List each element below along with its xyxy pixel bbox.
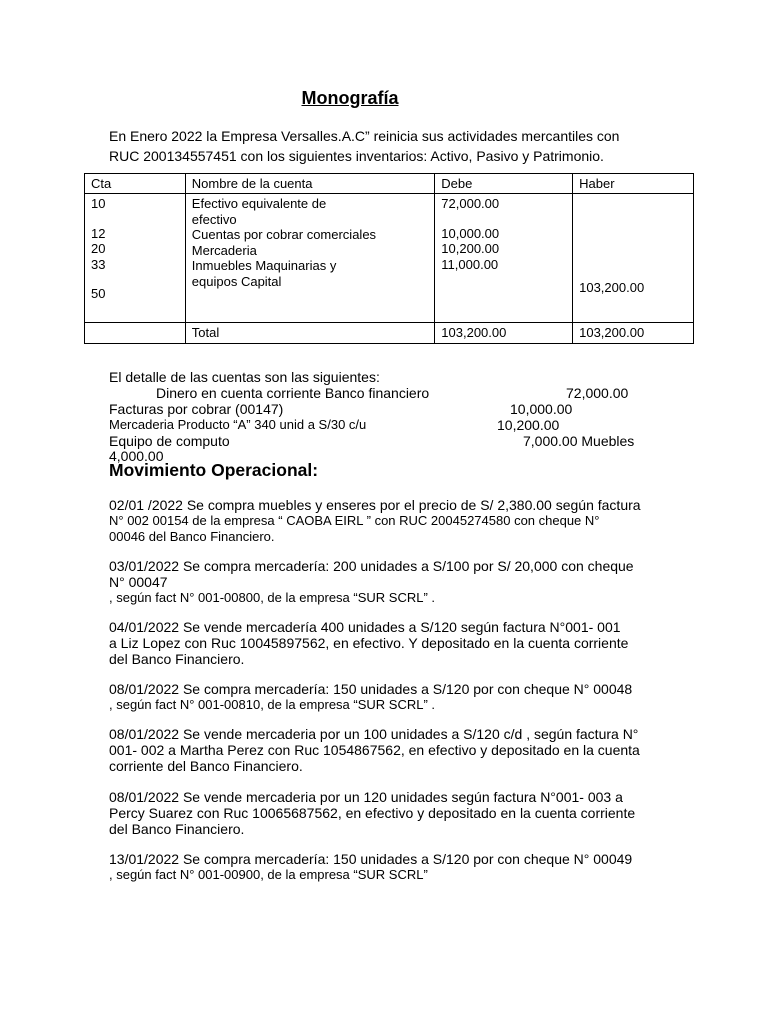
total-label: Total [185,323,435,344]
movimiento-item: 13/01/2022 Se compra mercadería: 150 unidades a S/120 por con cheque N° 00049 , según fact N° 001-00900, de la empresa “SUR SCRL” [109,851,633,882]
cta-50: 50 [91,286,106,301]
nombre-mercaderia: Mercaderia [191,242,257,258]
total-haber: 103,200.00 [573,323,694,344]
debe-33: 11,000.00 [441,256,499,272]
debe-20: 10,200.00 [441,241,500,256]
movimiento-item: 08/01/2022 Se compra mercadería: 150 unidades a S/120 por con cheque N° 00048 , según fact N° 001-00810, de la empresa “SUR SCRL” . [109,681,633,712]
movimiento-item: 08/01/2022 Se vende mercaderia por un 100 unidades a S/120 c/d , según factura N° 001- 002 a Martha Perez con Ruc 1054867562, en efectivo y depositado en la cuenta corriente del Banco Financiero. [109,726,640,774]
inventory-table [84,173,694,344]
cta-20: 20 [91,241,106,256]
movimiento-item: 08/01/2022 Se vende mercaderia por un 120 unidades según factura N°001- 003 a Percy Suarez con Ruc 10065687562, en efectivo y depositado en la cuenta corriente del Banco Financiero. [109,789,636,837]
movimiento-item: 02/01 /2022 Se compra muebles y enseres por el precio de S/ 2,380.00 según factura N° 002 00154 de la empresa “ CAOBA EIRL ” con RUC 20045274580 con cheque N° 00046 del Banco Financiero. [109,497,641,544]
detalle-muebles-value: 4,000.00 [109,448,164,464]
detalle-facturas-label: Facturas por cobrar (00147) [109,401,284,417]
cta-cell [85,194,186,323]
intro-line-2: RUC 200134557451 con los siguientes inventarios: Activo, Pasivo y Patrimonio. [109,148,604,164]
detalle-equipo-label: Equipo de computo [109,433,230,449]
debe-12: 10,000.00 [441,225,500,241]
detalle-facturas-value: 10,000.00 [510,401,573,417]
movimiento-title: Movimiento Operacional: [109,460,319,480]
detalle-dinero-label: Dinero en cuenta corriente Banco financiero [156,385,430,401]
movimiento-item: 04/01/2022 Se vende mercadería 400 unidades a S/120 según factura N°001- 001 a Liz Lopez con Ruc 10045897562, en efectivo. Y depositado en la cuenta corriente del Banco Financiero. [109,619,629,667]
detalle-mercaderia-label: Mercaderia Producto “A” 340 unid a S/30 c/u [109,417,367,432]
table-header-row [85,174,694,194]
header-nombre: Nombre de la cuenta [185,174,435,194]
cta-12: 12 [91,225,106,241]
nombre-cell [185,194,435,323]
intro-line-1: En Enero 2022 la Empresa Versalles.A.C” reinicia sus actividades mercantiles con [109,128,620,144]
nombre-inmuebles-1: Inmuebles Maquinarias y [191,258,337,273]
table-total-row [85,323,694,344]
cta-10: 10 [91,196,106,211]
cta-33: 33 [91,256,106,272]
debe-cell [435,194,573,323]
debe-10: 72,000.00 [441,196,500,211]
movimiento-item: 03/01/2022 Se compra mercadería: 200 unidades a S/100 por S/ 20,000 con cheque N° 00047 , según fact N° 001-00800, de la empresa “SUR SCRL” . [109,558,634,605]
detalle-dinero-value: 72,000.00 [566,385,629,401]
total-debe: 103,200.00 [435,323,573,344]
nombre-cuentas: Cuentas por cobrar comerciales [191,227,377,242]
table-body-row [85,194,694,323]
header-cta: Cta [85,174,186,194]
document-title: Monografía [301,88,399,108]
haber-50: 103,200.00 [579,280,645,295]
haber-cell [573,194,694,323]
detalle-mercaderia-value: 10,200.00 [497,417,560,433]
detalle-heading: El detalle de las cuentas son las siguientes: [109,369,380,385]
nombre-efectivo-2: efectivo [191,211,237,227]
nombre-inmuebles-2: equipos Capital [191,273,282,289]
header-haber: Haber [573,174,694,194]
header-debe: Debe [435,174,573,194]
detalle-equipo-value: 7,000.00 Muebles [523,433,635,449]
nombre-efectivo-1: Efectivo equivalente de [191,196,327,211]
